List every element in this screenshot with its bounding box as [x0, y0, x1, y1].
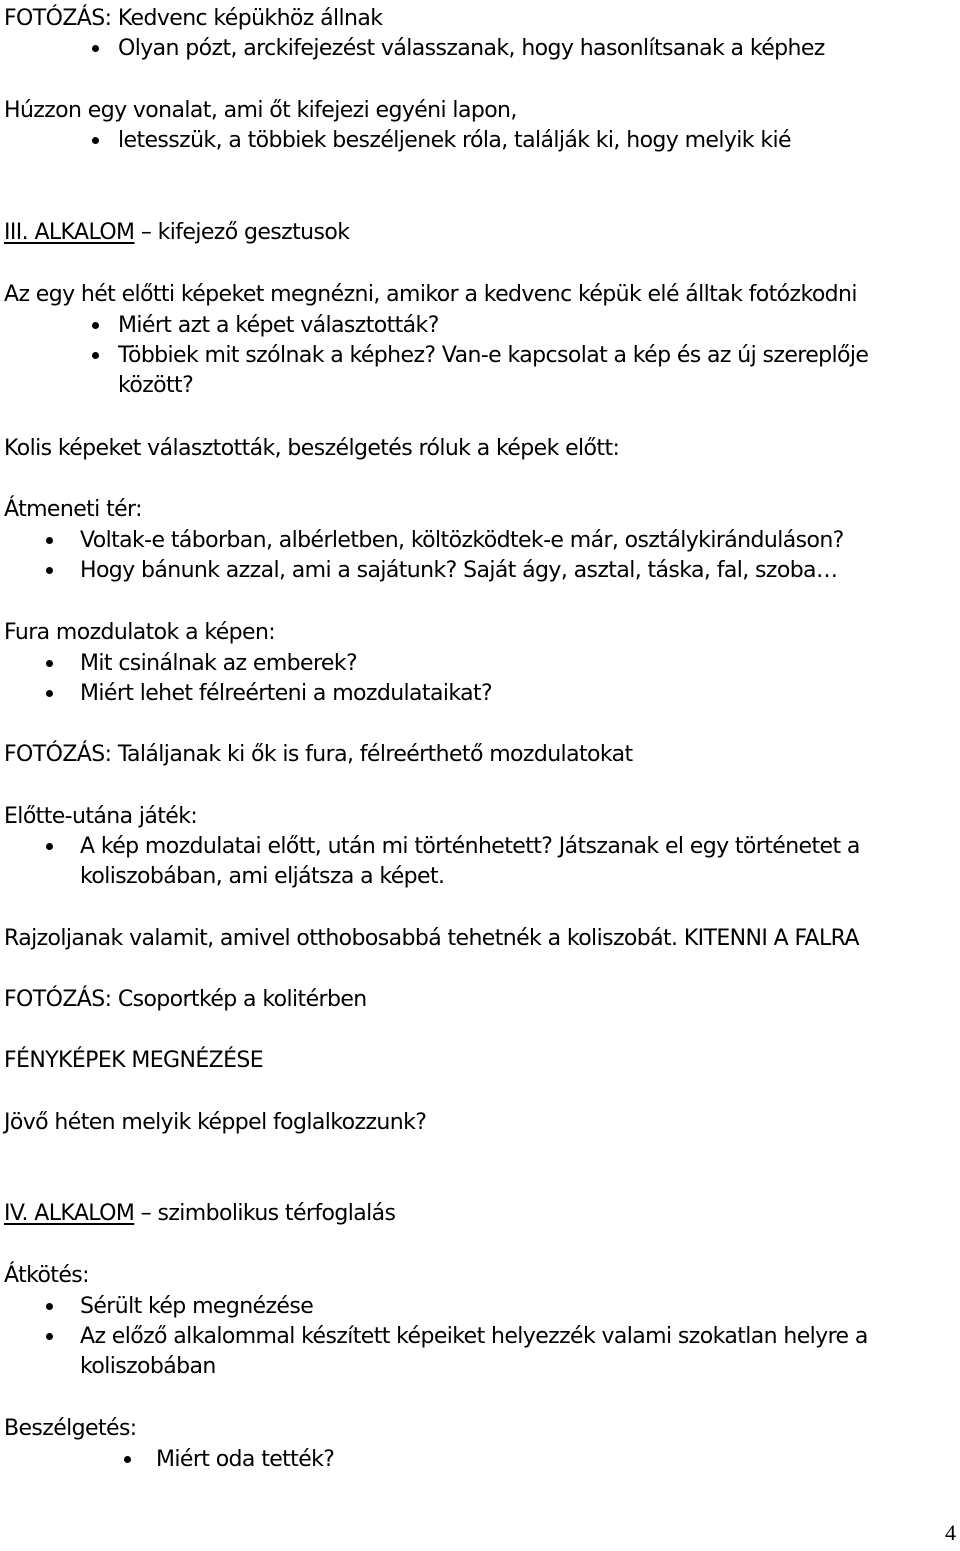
- list-item: Miért lehet félreérteni a mozdulataikat?: [80, 681, 493, 706]
- section-title: IV. ALKALOM: [4, 1201, 135, 1226]
- subheading: Fura mozdulatok a képen:: [4, 620, 276, 645]
- list-item: A kép mozdulatai előtt, után mi történhetett? Játszanak el egy történetet a: [80, 834, 860, 859]
- list-item: Többiek mit szólnak a képhez? Van-e kapcsolat a kép és az új szereplője: [118, 343, 869, 368]
- paragraph: Kolis képeket választották, beszélgetés róluk a képek előtt:: [4, 436, 620, 461]
- paragraph: Rajzoljanak valamit, amivel otthobosabbá tehetnék a koliszobát. KITENNI A FALRA: [4, 926, 859, 951]
- bullet-icon: [46, 1333, 53, 1340]
- photo-heading-2: FOTÓZÁS: Találjanak ki ők is fura, félreérthető mozdulatokat: [4, 742, 633, 767]
- section-subtitle: – kifejező gesztusok: [140, 220, 350, 245]
- subheading: Átmeneti tér:: [4, 497, 142, 522]
- bullet-icon: [46, 660, 53, 667]
- bullet-icon: [92, 137, 99, 144]
- list-item: Sérült kép megnézése: [80, 1294, 314, 1319]
- bullet-icon: [92, 322, 99, 329]
- list-item: Az előző alkalommal készített képeiket helyezzék valami szokatlan helyre a: [80, 1324, 868, 1349]
- bullet-icon: [46, 567, 53, 574]
- list-item: letesszük, a többiek beszéljenek róla, találják ki, hogy melyik kié: [118, 128, 791, 153]
- section-heading-iv: [4, 1199, 395, 1229]
- bullet-icon: [46, 537, 53, 544]
- section-heading-iii: [4, 218, 349, 248]
- paragraph: Jövő héten melyik képpel foglalkozzunk?: [4, 1110, 427, 1135]
- page-number: 4: [945, 1520, 956, 1545]
- list-item: Miért oda tették?: [156, 1447, 335, 1472]
- bullet-icon: [46, 1303, 53, 1310]
- instruction-line: Húzzon egy vonalat, ami őt kifejezi egyéni lapon,: [4, 98, 517, 123]
- list-item: Miért azt a képet választották?: [118, 313, 439, 338]
- list-item-continuation: között?: [118, 373, 194, 398]
- list-item-continuation: koliszobában, ami eljátsza a képet.: [80, 864, 445, 889]
- subheading: Előtte-utána játék:: [4, 804, 198, 829]
- subheading: Beszélgetés:: [4, 1416, 137, 1441]
- photo-heading-3: FOTÓZÁS: Csoportkép a kolitérben: [4, 987, 367, 1012]
- bullet-icon: [92, 352, 99, 359]
- section-title: III. ALKALOM: [4, 220, 135, 245]
- list-item-continuation: koliszobában: [80, 1354, 216, 1379]
- bullet-icon: [46, 690, 53, 697]
- paragraph: Az egy hét előtti képeket megnézni, amikor a kedvenc képük elé álltak fotózkodni: [4, 282, 857, 307]
- section-subtitle: – szimbolikus térfoglalás: [140, 1201, 396, 1226]
- photo-heading-1: FOTÓZÁS: Kedvenc képükhöz állnak: [4, 6, 383, 31]
- list-item: Olyan pózt, arckifejezést válasszanak, hogy hasonlítsanak a képhez: [118, 36, 825, 61]
- subheading: Átkötés:: [4, 1263, 89, 1288]
- list-item: Mit csinálnak az emberek?: [80, 651, 358, 676]
- bullet-icon: [46, 843, 53, 850]
- bullet-icon: [124, 1456, 131, 1463]
- list-item: Voltak-e táborban, albérletben, költözködtek-e már, osztálykiránduláson?: [80, 528, 844, 553]
- list-item: Hogy bánunk azzal, ami a sajátunk? Saját ágy, asztal, táska, fal, szoba…: [80, 558, 838, 583]
- paragraph: FÉNYKÉPEK MEGNÉZÉSE: [4, 1048, 264, 1073]
- bullet-icon: [92, 45, 99, 52]
